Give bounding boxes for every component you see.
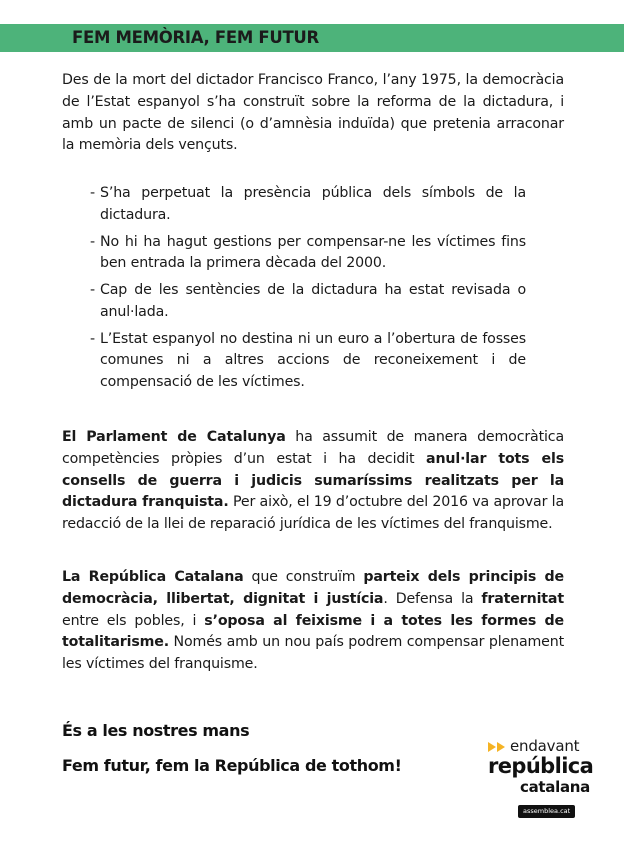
list-item-text: S’ha perpetuat la presència pública dels símbols de la dictadura. bbox=[100, 185, 526, 223]
paragraph-text: entre els pobles, i bbox=[62, 612, 205, 629]
paragraph-text: ha assumit de manera democràtica competències pròpies d’un estat i ha decidit bbox=[62, 429, 564, 467]
grievance-list bbox=[90, 183, 526, 399]
logo-endavant-text: endavant bbox=[510, 737, 580, 755]
dash-bullet: - bbox=[90, 233, 95, 250]
logo-catalana-text: catalana bbox=[520, 778, 590, 796]
page-title: FEM MEMÒRIA, FEM FUTUR bbox=[72, 28, 319, 47]
closing-tagline: Fem futur, fem la República de tothom! bbox=[62, 756, 402, 775]
paragraph-text: Només amb un nou país podrem compensar plenament les víctimes del franquisme. bbox=[62, 634, 564, 673]
intro-paragraph bbox=[62, 70, 564, 157]
logo-republica-text: república bbox=[488, 754, 594, 778]
intro-text: Des de la mort del dictador Francisco Franco, l’any 1975, la democràcia de l’Estat espanyol s’ha construït sobre la reforma de la dictadura, i amb un pacte de silenci (o d’amnèsia induïda) que pretenia arraconar la memòria dels vençuts. bbox=[62, 72, 564, 154]
assemblea-badge: assemblea.cat bbox=[518, 805, 575, 818]
emphasis-feixisme: s’oposa al feixisme i a totes les formes de totalitarisme. bbox=[62, 612, 564, 651]
emphasis-annul: anul·lar tots els consells de guerra i judicis sumaríssims realitzats per la dictadura franquista. bbox=[62, 450, 564, 511]
paragraph-text: . Defensa la bbox=[383, 590, 482, 607]
dash-bullet: - bbox=[90, 185, 95, 201]
parlament-paragraph bbox=[62, 427, 564, 536]
list-item-text: L’Estat espanyol no destina ni un euro a l’obertura de fosses comunes ni a altres accions de reconeixement i de compensació de les víctimes. bbox=[100, 330, 526, 390]
list-item-text: Cap de les sentències de la dictadura ha estat revisada o anul·lada. bbox=[100, 282, 526, 320]
endavant-logo bbox=[488, 737, 592, 818]
paragraph-text: que construïm bbox=[243, 569, 364, 585]
list-item bbox=[90, 183, 526, 226]
closing-slogan: És a les nostres mans bbox=[62, 721, 250, 740]
list-item bbox=[90, 232, 526, 275]
emphasis-parlament: El Parlament de Catalunya bbox=[62, 429, 286, 445]
dash-bullet: - bbox=[90, 282, 95, 299]
republica-paragraph bbox=[62, 567, 564, 676]
list-item-text: No hi ha hagut gestions per compensar-ne les víctimes fins ben entrada la primera dècada del 2000. bbox=[100, 233, 526, 272]
list-item bbox=[90, 329, 526, 394]
emphasis-fraternitat: fraternitat bbox=[481, 590, 564, 607]
header-banner bbox=[0, 24, 624, 52]
list-item bbox=[90, 280, 526, 323]
double-arrow-icon bbox=[488, 742, 506, 752]
emphasis-republica: La República Catalana bbox=[62, 569, 244, 585]
paragraph-text: Per això, el 19 d’octubre del 2016 va aprovar la redacció de la llei de reparació jurídica de les víctimes del franquisme. bbox=[62, 494, 564, 533]
emphasis-principles: parteix dels principis de democràcia, llibertat, dignitat i justícia bbox=[62, 569, 564, 607]
dash-bullet: - bbox=[90, 330, 95, 347]
